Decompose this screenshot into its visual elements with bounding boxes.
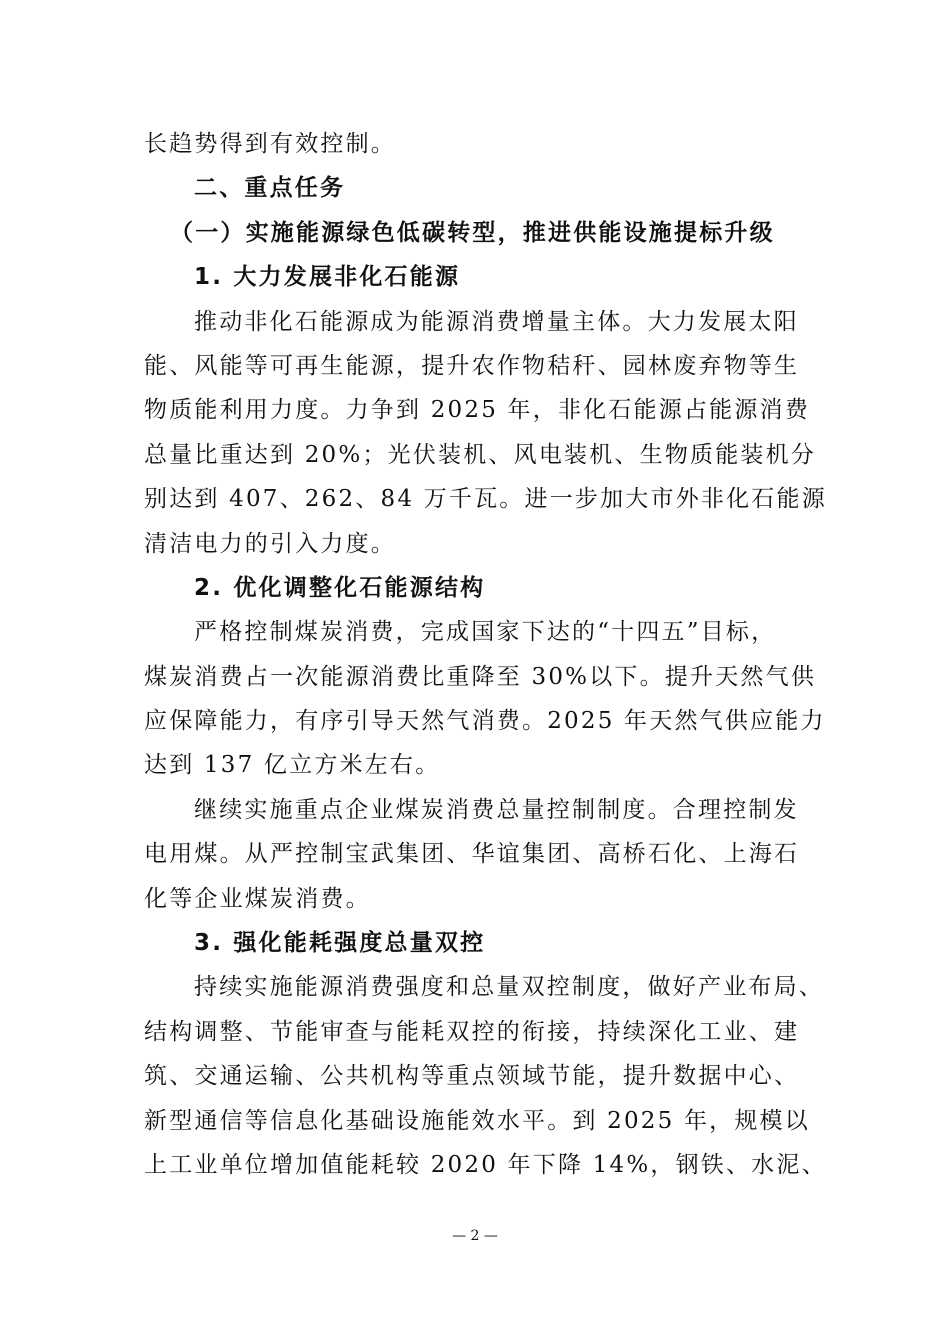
- body-text-line: 煤炭消费占一次能源消费比重降至 30%以下。提升天然气供: [144, 663, 817, 690]
- body-text-line: 上工业单位增加值能耗较 2020 年下降 14%，钢铁、水泥、: [144, 1151, 827, 1178]
- body-text-line: 筑、交通运输、公共机构等重点领域节能，提升数据中心、: [144, 1063, 800, 1090]
- paragraph-first-line: 推动非化石能源成为能源消费增量主体。大力发展太阳: [194, 308, 799, 335]
- body-text-line: 应保障能力，有序引导天然气消费。2025 年天然气供应能力: [144, 708, 826, 735]
- document-body: [144, 122, 827, 1187]
- body-text-line: 总量比重达到 20%；光伏装机、风电装机、生物质能装机分: [144, 441, 817, 468]
- body-text-line: 别达到 407、262、84 万千瓦。进一步加大市外非化石能源: [144, 486, 827, 513]
- body-text-line: 化等企业煤炭消费。: [144, 885, 371, 912]
- paragraph-first-line: 持续实施能源消费强度和总量双控制度，做好产业布局、: [194, 974, 824, 1001]
- body-text-line: 电用煤。从严控制宝武集团、华谊集团、高桥石化、上海石: [144, 841, 800, 868]
- body-text-line: 物质能利用力度。力争到 2025 年，非化石能源占能源消费: [144, 397, 810, 424]
- body-text-line: 清洁电力的引入力度。: [144, 530, 396, 557]
- page-number: — 2 —: [452, 1228, 498, 1244]
- body-text-line: 结构调整、节能审查与能耗双控的衔接，持续深化工业、建: [144, 1018, 800, 1045]
- paragraph-first-line: 严格控制煤炭消费，完成国家下达的“十四五”目标，: [194, 619, 777, 646]
- item-heading-3: 3. 强化能耗强度总量双控: [194, 930, 486, 957]
- item-heading-1: 1. 大力发展非化石能源: [194, 264, 461, 291]
- item-heading-2: 2. 优化调整化石能源结构: [194, 574, 486, 601]
- section-heading: 二、重点任务: [194, 175, 346, 202]
- subsection-heading: （一）实施能源绿色低碳转型，推进供能设施提标升级: [170, 219, 775, 246]
- body-text-line: 达到 137 亿立方米左右。: [144, 752, 441, 779]
- body-text-line: 能、风能等可再生能源，提升农作物秸秆、园林废弃物等生: [144, 352, 800, 379]
- body-text-line: 新型通信等信息化基础设施能效水平。到 2025 年，规模以: [144, 1107, 810, 1134]
- paragraph-first-line: 继续实施重点企业煤炭消费总量控制制度。合理控制发: [194, 796, 799, 823]
- body-text-line: 长趋势得到有效控制。: [144, 131, 396, 157]
